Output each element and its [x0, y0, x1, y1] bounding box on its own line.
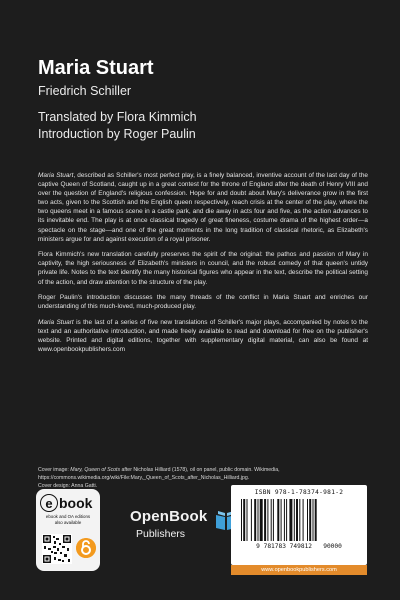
- publisher-logo[interactable]: [130, 505, 240, 549]
- publisher-subname: Publishers: [136, 528, 186, 540]
- ebook-word: book: [59, 495, 93, 511]
- ebook-subtitle: [40, 514, 96, 525]
- credit-prefix: Cover image:: [38, 467, 71, 473]
- barcode-bar: [294, 499, 295, 541]
- barcode-bar: [299, 499, 300, 541]
- barcode-bar: [296, 499, 298, 541]
- ebook-e-icon: e: [40, 494, 58, 512]
- barcode-bar: [286, 499, 287, 541]
- play-title: Maria Stuart: [38, 172, 74, 179]
- barcode-bar: [315, 499, 317, 541]
- barcode-bar: [241, 499, 242, 541]
- barcode-bar: [260, 499, 263, 541]
- isbn-label: ISBN 978-1-78374-981-2: [254, 489, 344, 496]
- book-title: Maria Stuart: [38, 57, 154, 79]
- barcode-bar: [281, 499, 282, 541]
- credit-text: after Nicholas Hilliard (1578), oil on panel, public domain. Wikimedia, https://commons.wikimedia.org/wiki/File:Mary,_Queen_of_Scots_after_Nicholas_Hilliard.jpg.: [38, 467, 280, 481]
- introduction-credit: Introduction by Roger Paulin: [38, 127, 196, 141]
- blurb-text: is the last of a series of five new translations of Schiller's major plays, accompanied by notes to the text and an authoritative introduction, and made freely available to read and download for free on the publisher's website. Printed and digital editions, together with supplementary digital material, can also be found at www.openbookpublishers.com: [38, 318, 368, 354]
- publisher-name: OpenBook: [130, 508, 208, 525]
- blurb-paragraph: Flora Kimmich's new translation carefully preserves the spirit of the original: the pathos and passion of Mary in captivity, the high seriousness of Elizabeth's ministers in council, and the robust comedy of that queen's untidy private life. Notes to the text identify the many historical figures who appear in the text, describe the political setting of the action, and draw attention to the structure of the play.: [38, 251, 368, 286]
- barcode-icon: [241, 499, 357, 541]
- blurb-text: , described as Schiller's most perfect play, is a finely balanced, inventive account of the last day of the captive Queen of Scotland, caught up in a great contest for the throne of England after the death of Henry VIII and over the question of England's religious confession. Hope for and doubt about Mary's deliverance grow in the first two acts, given to the Scottish and the English queen respectively, reach crisis at the center of the play, where the two queens meet in a famous scene in a castle park, and die away in acts four and five, as the action advances to its inevitable end. The play is at once classical tragedy of great fineness, costume drama of the highest order—a spectacle on the stage—and one of the great moments in the long tradition of classical rhetoric, as Elizabeth's ministers argue for and against execution of a royal prisoner.: [38, 172, 368, 243]
- play-title: Maria Stuart: [38, 318, 74, 326]
- book-header: [38, 56, 368, 143]
- image-title: Mary, Queen of Scots: [70, 467, 121, 473]
- barcode-panel: [231, 485, 367, 565]
- price-addon: 90000: [323, 543, 342, 550]
- blurb-paragraph: [38, 171, 368, 244]
- barcode-bar: [289, 499, 292, 541]
- barcode-bar: [313, 499, 314, 541]
- barcode-bar: [303, 499, 304, 541]
- barcode-bar: [307, 499, 308, 541]
- cover-design-credit: Cover design: Anna Gatti.: [38, 483, 98, 489]
- barcode-bar: [247, 499, 248, 541]
- barcode-bar: [243, 499, 245, 541]
- barcode-digits: [231, 543, 367, 550]
- blurb-paragraph: Roger Paulin's introduction discusses the many threads of the conflict in Maria Stuart and enriches our understanding of this much-loved, much-produced play.: [38, 294, 368, 311]
- barcode-bar: [251, 499, 252, 541]
- blurb-paragraph: [38, 318, 368, 354]
- barcode-bar: [271, 499, 272, 541]
- blurb: [38, 171, 368, 361]
- qr-code-icon[interactable]: [42, 534, 72, 564]
- ebook-badge[interactable]: [36, 489, 100, 571]
- cover-image-credit: [38, 466, 368, 482]
- ebook-subtitle-line: ebook and OA editions: [45, 514, 91, 519]
- barcode-bar: [284, 499, 285, 541]
- barcode-bar: [254, 499, 256, 541]
- barcode-bar: [277, 499, 279, 541]
- barcode-bar: [264, 499, 266, 541]
- ebook-subtitle-line: also available: [54, 519, 82, 525]
- book-author: Friedrich Schiller: [38, 84, 132, 98]
- translator-credit: Translated by Flora Kimmich: [38, 110, 197, 124]
- barcode-bar: [267, 499, 268, 541]
- open-access-icon[interactable]: [76, 538, 96, 558]
- ebook-logo: [40, 493, 96, 513]
- barcode-bar: [258, 499, 259, 541]
- ean-digits: 9 781783 749812: [256, 543, 313, 550]
- barcode-bar: [309, 499, 311, 541]
- barcode-bar: [273, 499, 274, 541]
- publisher-url[interactable]: www.openbookpublishers.com: [231, 565, 367, 575]
